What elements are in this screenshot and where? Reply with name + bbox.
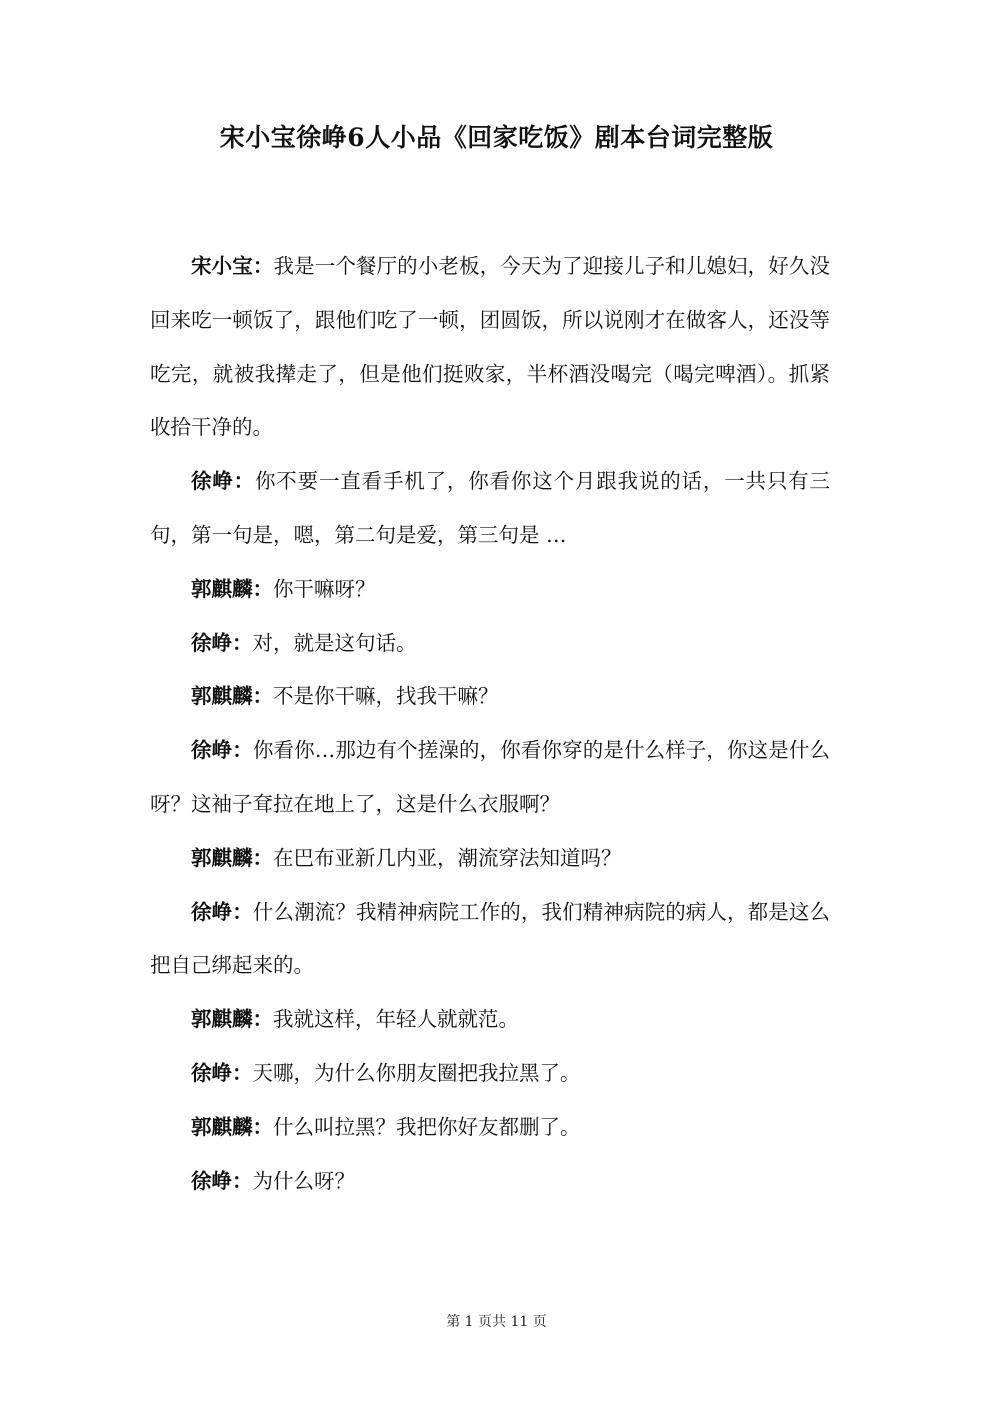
page-footer: 第 1 页共 11 页 <box>446 1314 547 1330</box>
dialogue-paragraph <box>150 1155 830 1209</box>
dialogue-text: 你干嘛呀？ <box>273 576 376 601</box>
dialogue-paragraph <box>150 886 830 994</box>
speaker-name: 徐峥： <box>191 469 255 494</box>
speaker-name: 郭麒麟： <box>191 1114 273 1139</box>
dialogue-text: 不是你干嘛，找我干嘛？ <box>273 684 499 709</box>
dialogue-text: 什么潮流？我精神病院工作的，我们精神病院的病人，都是这么把自己绑起来的。 <box>150 899 831 978</box>
speaker-name: 徐峥： <box>191 738 253 763</box>
dialogue-text: 我就这样，年轻人就就范。 <box>273 1007 519 1032</box>
speaker-name: 徐峥： <box>191 1168 253 1193</box>
dialogue-text: 我是一个餐厅的小老板，今天为了迎接儿子和儿媳妇，好久没回来吃一顿饭了，跟他们吃了一顿，团圆饭，所以说刚才在做客人，还没等吃完，就被我撵走了，但是他们挺败家，半杯酒没喝完（喝完啤酒）。抓紧收拾干净的。 <box>150 254 831 440</box>
dialogue-text: 什么叫拉黑？我把你好友都删了。 <box>273 1114 581 1139</box>
speaker-name: 徐峥： <box>191 630 253 655</box>
dialogue-paragraph <box>150 670 830 724</box>
dialogue-paragraph <box>150 455 830 563</box>
script-body <box>150 240 830 1208</box>
dialogue-paragraph <box>150 1047 830 1101</box>
speaker-name: 徐峥： <box>191 1060 253 1085</box>
speaker-name: 徐峥： <box>191 899 253 924</box>
dialogue-text: 天哪，为什么你朋友圈把我拉黑了。 <box>252 1060 581 1085</box>
dialogue-paragraph <box>150 563 830 617</box>
speaker-name: 郭麒麟： <box>191 1007 273 1032</box>
dialogue-text: 你不要一直看手机了，你看你这个月跟我说的话，一共只有三句，第一句是，嗯，第二句是爱，第三句是 … <box>150 469 830 547</box>
dialogue-paragraph <box>150 724 830 832</box>
dialogue-text: 在巴布亚新几内亚，潮流穿法知道吗？ <box>273 845 622 870</box>
dialogue-paragraph <box>150 993 830 1047</box>
speaker-name: 郭麒麟： <box>191 684 273 709</box>
dialogue-paragraph <box>150 1101 830 1155</box>
document-title: 宋小宝徐峥6人小品《回家吃饭》剧本台词完整版 <box>219 123 774 152</box>
speaker-name: 郭麒麟： <box>191 576 273 601</box>
dialogue-text: 你看你…那边有个搓澡的，你看你穿的是什么样子，你这是什么呀？这袖子耷拉在地上了，这是什么衣服啊？ <box>150 738 831 816</box>
dialogue-paragraph <box>150 617 830 671</box>
dialogue-text: 为什么呀？ <box>252 1168 355 1193</box>
dialogue-text: 对，就是这句话。 <box>252 630 417 655</box>
speaker-name: 郭麒麟： <box>191 845 273 870</box>
dialogue-paragraph <box>150 832 830 886</box>
dialogue-paragraph <box>150 240 830 455</box>
speaker-name: 宋小宝： <box>191 254 274 278</box>
